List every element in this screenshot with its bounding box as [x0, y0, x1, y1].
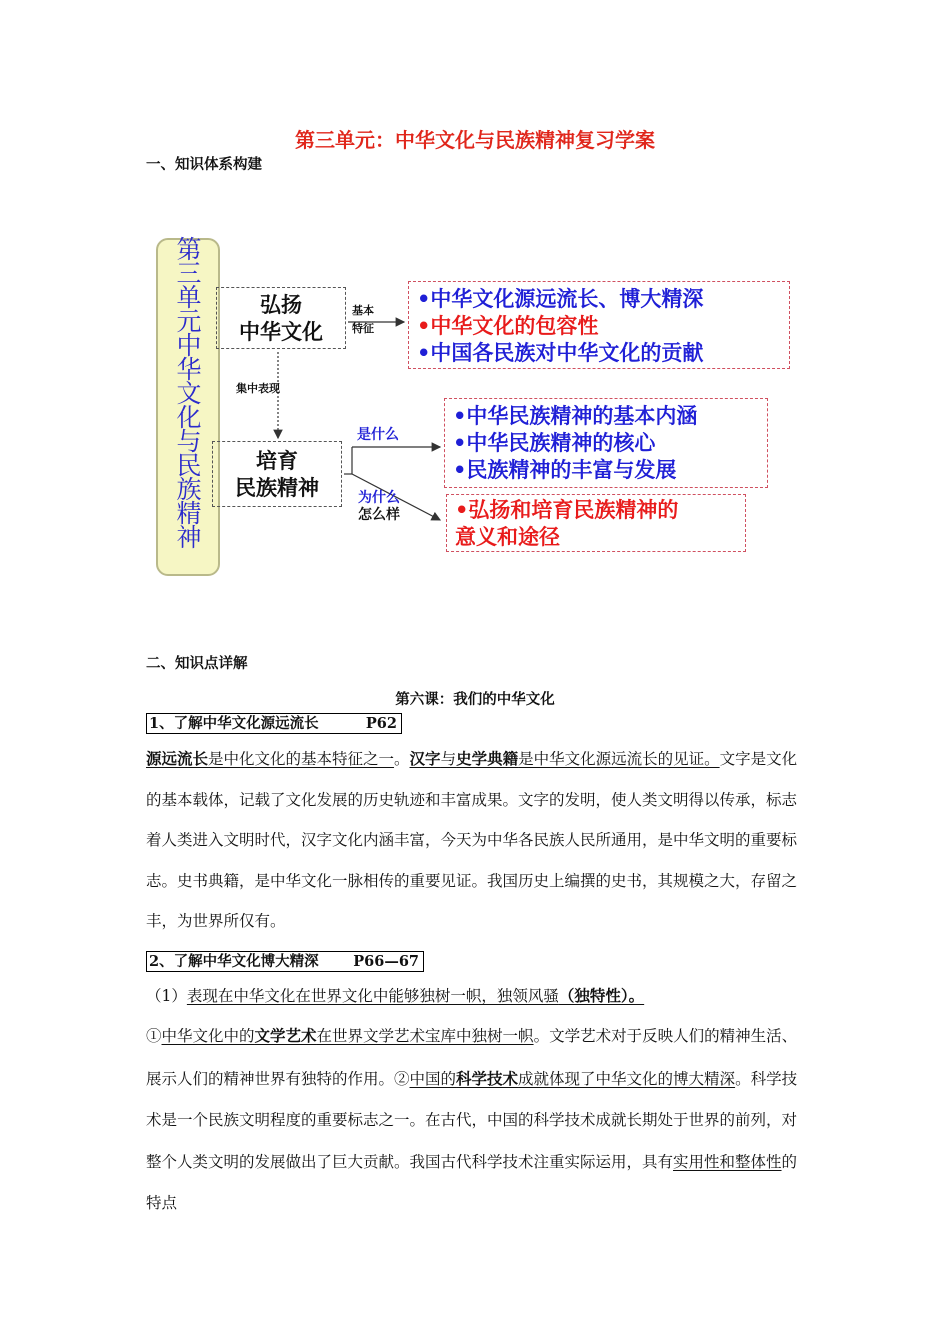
- node-promote-culture-line2: 中华文化: [239, 320, 323, 344]
- text-underlined: 中华文化中的: [161, 1027, 255, 1045]
- text-underlined: 在世界文学艺术宝库中独树一帜: [316, 1027, 534, 1045]
- text-underlined: 成就体现了中华文化的博大精深: [518, 1069, 736, 1088]
- node-cultivate-spirit-line2: 民族精神: [235, 476, 319, 500]
- list-spirit-meaning: [446, 494, 746, 552]
- edge-label-basic-line1: 基本: [352, 304, 374, 317]
- point2-paragraph: [146, 1015, 806, 1225]
- unit-label: 第三单元中华文化与民族精神: [173, 236, 202, 548]
- text: 。文学艺术对于反映人们的精神生活、展示人们的精神世界有独特的作用。②: [146, 1027, 798, 1088]
- list-culture-features: [408, 281, 790, 369]
- text-bold: 史学典籍: [456, 749, 519, 768]
- text: 的特点: [146, 1152, 798, 1212]
- text-underlined: 与: [440, 750, 457, 768]
- text-bold: 文学艺术: [254, 1026, 317, 1045]
- text-underlined: 表现在中华文化在世界文化中能够独树一帜，独领风骚: [186, 987, 559, 1005]
- text-bold: 源远流长: [146, 749, 209, 768]
- text: 文字是文化的基本载体，记载了文化发展的历史轨迹和丰富成果。文字的发明，使人类文明得以传承，标志着人类进入文明时代，汉字文化内涵丰富，今天为中华各民族人民所通用，是中华文明的重要标志。史书典籍，是中华文化一脉相传的重要见证。我国历史上编撰的史书，其规模之大，存留之丰，为世界所仅有。: [146, 750, 798, 931]
- section-heading-2: 二、知识点详解: [146, 655, 248, 672]
- point2-page: P66—67: [353, 953, 419, 970]
- point1-heading-text: 1、了解中华文化源远流长: [149, 715, 319, 732]
- point1-heading: [146, 713, 402, 734]
- text: 。科学技术是一个民族文明程度的重要标志之一。在古代，中国的科学技术成就长期处于世界的前列，对整个人类文明的发展做出了巨大贡献。我国古代科学技术注重实际运用，具有: [146, 1069, 798, 1171]
- list-item: •中华文化源远流长、博大精深: [417, 287, 704, 311]
- list-item: •中国各民族对中华文化的贡献: [417, 341, 704, 365]
- point2-subheading: [146, 977, 806, 1015]
- text: （1）: [146, 987, 187, 1005]
- list-item: •中华文化的包容性: [417, 314, 599, 338]
- text-bold: （独特性）。: [558, 986, 645, 1005]
- text-underlined: 实用性和整体性: [673, 1152, 782, 1171]
- list-spirit-content: [444, 398, 768, 488]
- edge-label-focus: 集中表现: [236, 382, 280, 395]
- point1-page: P62: [365, 715, 397, 732]
- list-item: 意义和途径: [455, 525, 560, 549]
- point2-heading: [146, 951, 424, 972]
- node-promote-culture-line1: 弘扬: [260, 293, 302, 317]
- node-cultivate-spirit-line1: 培育: [256, 449, 298, 473]
- edge-label-what: 是什么: [357, 427, 399, 443]
- list-item: •中华民族精神的核心: [453, 431, 656, 455]
- text-bold: 科学技术: [456, 1068, 519, 1088]
- edge-label-why: [358, 490, 400, 524]
- edge-label-why-line1: 为什么: [358, 490, 400, 506]
- list-item: •中华民族精神的基本内涵: [453, 404, 698, 428]
- text-underlined: 中国的: [409, 1069, 457, 1088]
- section-heading-1: 一、知识体系构建: [146, 156, 262, 173]
- edge-label-basic: [352, 304, 374, 336]
- page-title: 第三单元：中华文化与民族精神复习学案: [295, 128, 655, 152]
- text-bold: 汉字: [409, 749, 441, 768]
- text-underlined: 是中化文化的基本特征之一: [208, 750, 395, 768]
- text: ①: [146, 1027, 162, 1045]
- edge-label-basic-line2: 特征: [352, 322, 374, 335]
- text: 。: [394, 750, 410, 768]
- list-item: •民族精神的丰富与发展: [453, 458, 677, 482]
- edge-label-why-line2: 怎么样: [358, 507, 400, 523]
- point2-heading-text: 2、了解中华文化博大精深: [149, 953, 319, 970]
- text-underlined: 是中华文化源远流长的见证。: [518, 750, 720, 768]
- point1-paragraph: [146, 739, 806, 942]
- list-item: •弘扬和培育民族精神的: [455, 498, 679, 522]
- lesson-title: 第六课：我们的中华文化: [395, 691, 555, 708]
